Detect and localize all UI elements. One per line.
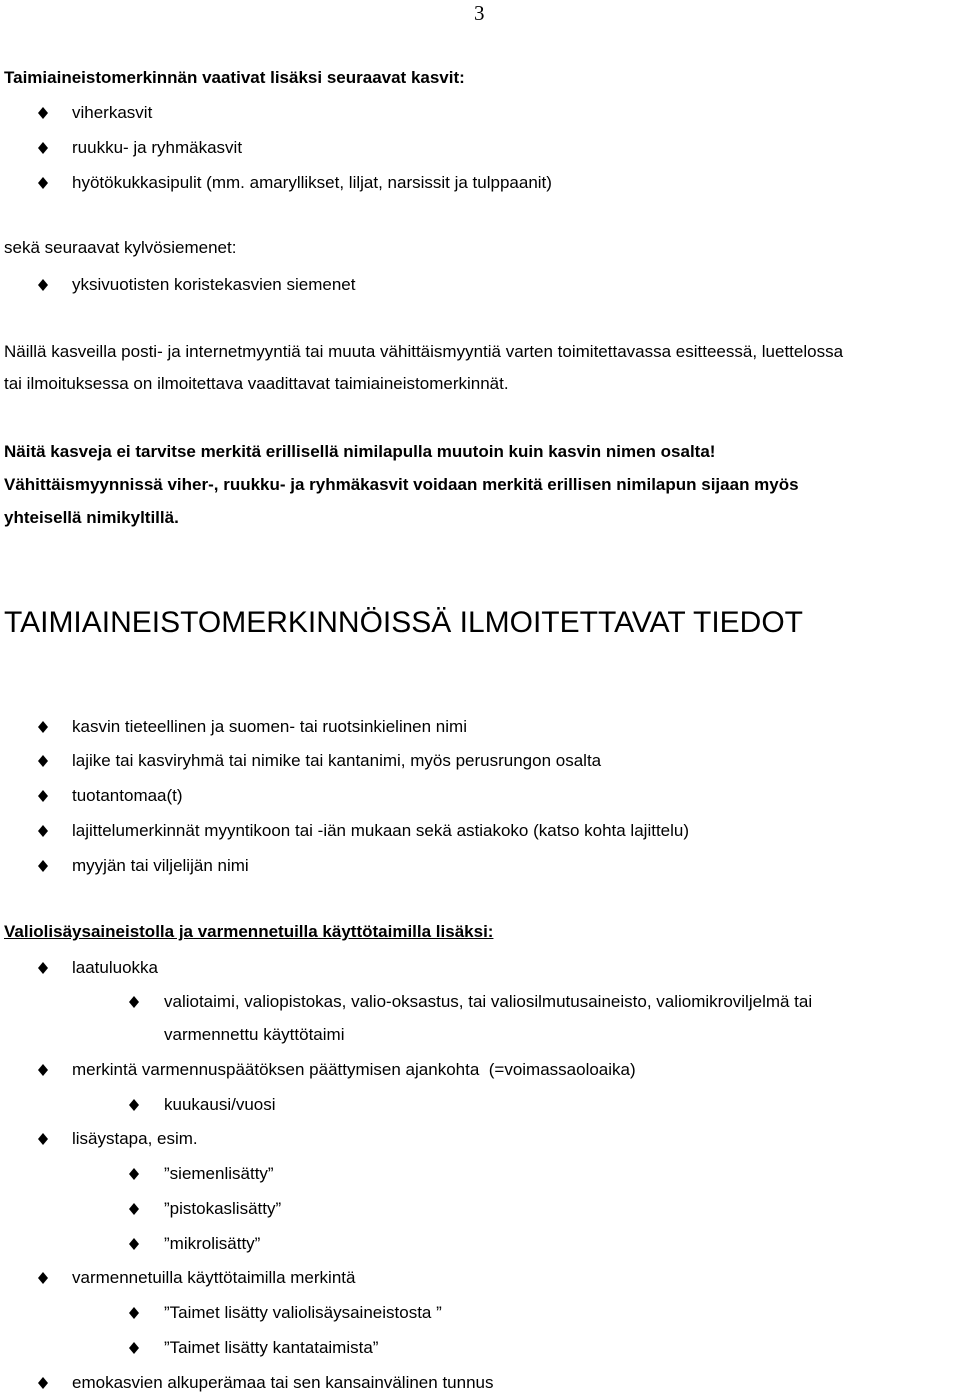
- certified-heading: Valiolisäysaineistolla ja varmennetuilla käyttötaimilla lisäksi:: [4, 922, 494, 941]
- diamond-bullet-icon: [129, 1168, 139, 1180]
- diamond-bullet-icon: [38, 107, 48, 119]
- list-item: lajittelumerkinnät myyntikoon tai -iän mukaan sekä astiakoko (katso kohta lajittelu): [72, 821, 690, 840]
- diamond-bullet-icon: [38, 1272, 48, 1284]
- diamond-bullet-icon: [38, 721, 48, 733]
- bold-note-line: Näitä kasveja ei tarvitse merkitä erillisellä nimilapulla muutoin kuin kasvin nimen osalta!: [4, 442, 716, 461]
- diamond-bullet-icon: [129, 1307, 139, 1319]
- list-item: viherkasvit: [72, 103, 153, 122]
- list-item: hyötökukkasipulit (mm. amaryllikset, liljat, narsissit ja tulppaanit): [72, 173, 552, 192]
- list-item: laatuluokka: [72, 958, 159, 977]
- diamond-bullet-icon: [38, 825, 48, 837]
- sub-list-item: ”mikrolisätty”: [164, 1234, 261, 1253]
- diamond-bullet-icon: [38, 790, 48, 802]
- sub-list-item: ”siemenlisätty”: [164, 1164, 274, 1183]
- sub-list-item: ”pistokaslisätty”: [164, 1199, 282, 1218]
- diamond-bullet-icon: [129, 1238, 139, 1250]
- sub-list-item: kuukausi/vuosi: [164, 1095, 276, 1114]
- plants-intro: Taimiaineistomerkinnän vaativat lisäksi seuraavat kasvit:: [4, 68, 465, 87]
- diamond-bullet-icon: [38, 1064, 48, 1076]
- sub-list-item-continuation: varmennettu käyttötaimi: [164, 1025, 345, 1044]
- diamond-bullet-icon: [38, 142, 48, 154]
- diamond-bullet-icon: [129, 1342, 139, 1354]
- diamond-bullet-icon: [38, 1133, 48, 1145]
- diamond-bullet-icon: [129, 1099, 139, 1111]
- sub-list-item: ”Taimet lisätty valiolisäysaineistosta ”: [164, 1303, 442, 1322]
- sub-list-item: ”Taimet lisätty kantataimista”: [164, 1338, 379, 1357]
- diamond-bullet-icon: [38, 177, 48, 189]
- list-item: myyjän tai viljelijän nimi: [72, 856, 249, 875]
- diamond-bullet-icon: [129, 996, 139, 1008]
- diamond-bullet-icon: [38, 860, 48, 872]
- bold-note-line: Vähittäismyynnissä viher-, ruukku- ja ryhmäkasvit voidaan merkitä erillisen nimilapun sijaan myös: [4, 475, 799, 494]
- seeds-intro: sekä seuraavat kylvösiemenet:: [4, 238, 237, 257]
- list-item: tuotantomaa(t): [72, 786, 183, 805]
- list-item: merkintä varmennuspäätöksen päättymisen ajankohta (=voimassaoloaika): [72, 1060, 636, 1079]
- sub-list-item: valiotaimi, valiopistokas, valio-oksastus, tai valiosilmutusaineisto, valiomikroviljelmä tai: [164, 992, 813, 1011]
- diamond-bullet-icon: [38, 279, 48, 291]
- list-item: lajike tai kasviryhmä tai nimike tai kantanimi, myös perusrungon osalta: [72, 751, 602, 770]
- section-heading: TAIMIAINEISTOMERKINNÖISSÄ ILMOITETTAVAT TIEDOT: [4, 606, 803, 639]
- diamond-bullet-icon: [38, 1377, 48, 1389]
- page-number: 3: [474, 1, 485, 25]
- list-item: kasvin tieteellinen ja suomen- tai ruotsinkielinen nimi: [72, 717, 467, 736]
- diamond-bullet-icon: [129, 1203, 139, 1215]
- paragraph-line: Näillä kasveilla posti- ja internetmyyntiä tai muuta vähittäismyyntiä varten toimitettavassa esitteessä, luettelossa: [4, 342, 844, 361]
- list-item: ruukku- ja ryhmäkasvit: [72, 138, 243, 157]
- bold-note-line: yhteisellä nimikyltillä.: [4, 508, 179, 527]
- list-item: yksivuotisten koristekasvien siemenet: [72, 275, 356, 294]
- list-item: emokasvien alkuperämaa tai sen kansainvälinen tunnus: [72, 1373, 494, 1392]
- diamond-bullet-icon: [38, 962, 48, 974]
- diamond-bullet-icon: [38, 755, 48, 767]
- paragraph-line: tai ilmoituksessa on ilmoitettava vaadittavat taimiaineistomerkinnät.: [4, 374, 509, 393]
- list-item: varmennetuilla käyttötaimilla merkintä: [72, 1268, 356, 1287]
- list-item: lisäystapa, esim.: [72, 1129, 198, 1148]
